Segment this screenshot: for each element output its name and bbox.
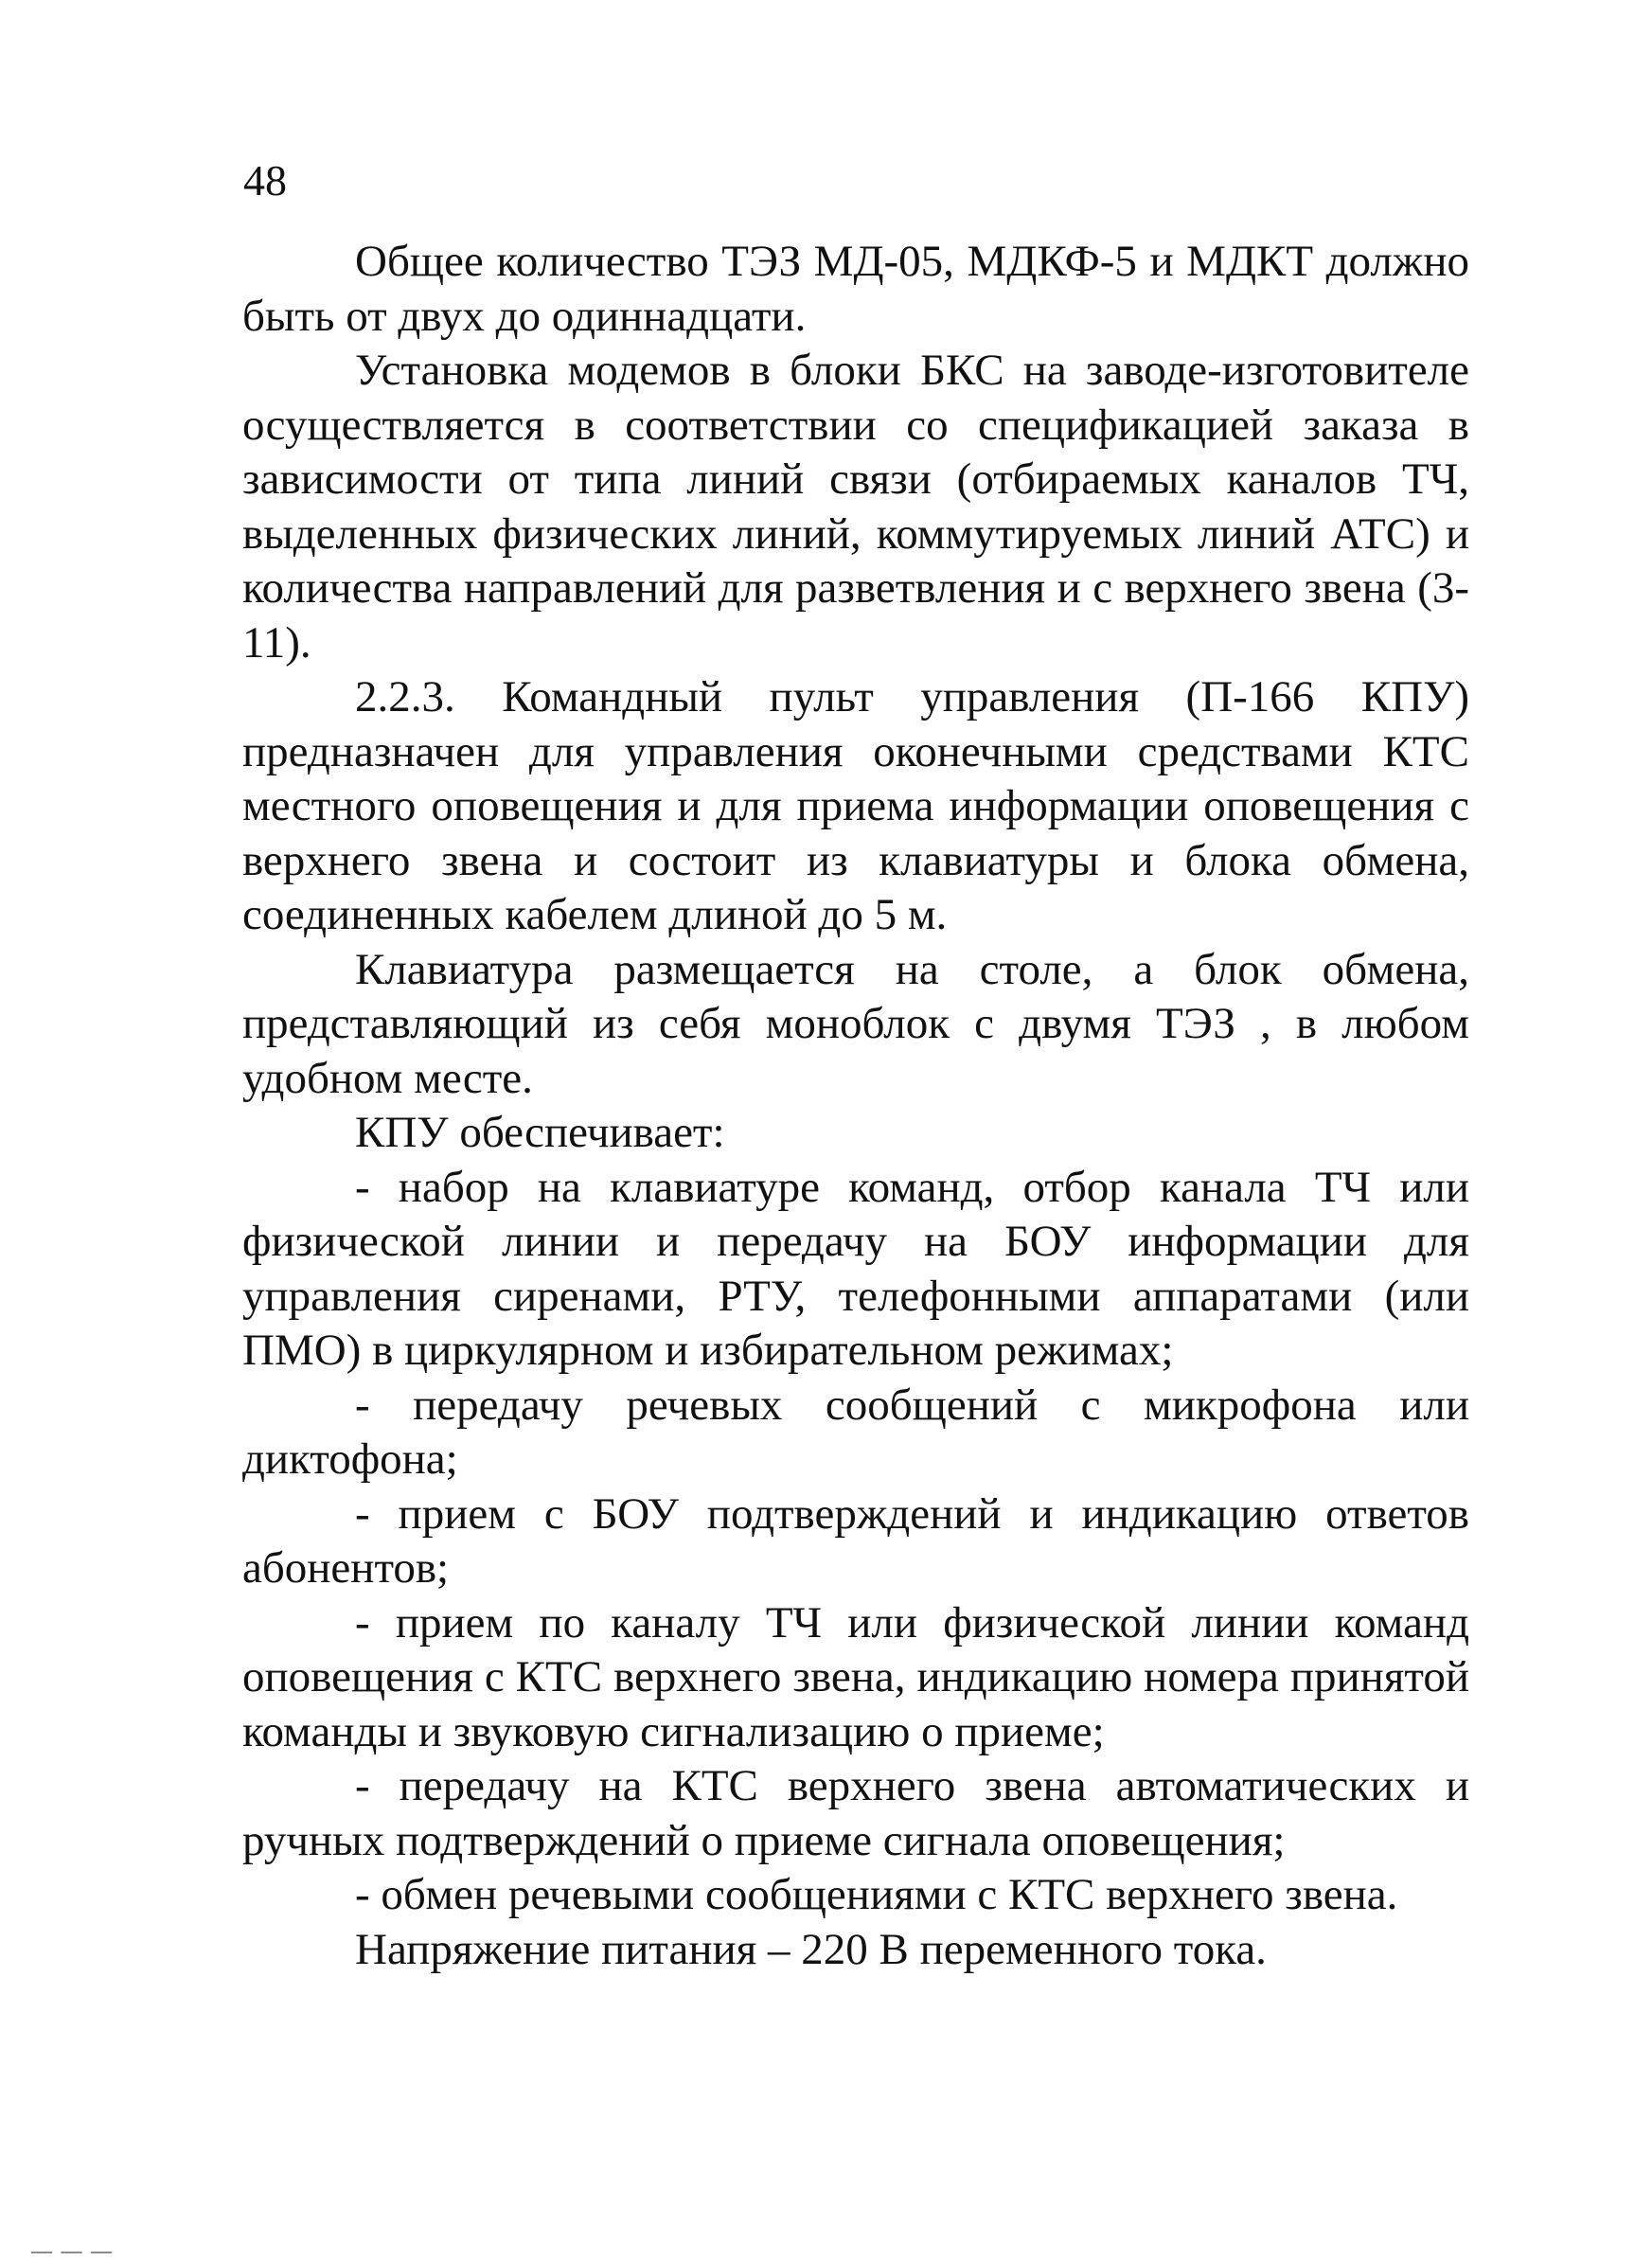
paragraph-power-supply: Напряжение питания – 220 В переменного тока. (355, 1924, 1267, 1974)
list-item-command-reception: - прием по каналу ТЧ или физической линии команд оповещения с КТС верхнего звена, индикацию номера принятой команды и звуковую сигнализацию о приеме; (242, 1597, 1469, 1756)
list-item-voice-transmission: - передачу речевых сообщений с микрофона или диктофона; (242, 1380, 1469, 1484)
footer-marks: — — — (31, 2238, 114, 2262)
list-item-voice-exchange: - обмен речевыми сообщениями с КТС верхнего звена. (355, 1870, 1398, 1919)
list-item-confirmation-reception: - прием с БОУ подтверждений и индикацию ответов абонентов; (242, 1488, 1469, 1593)
paragraph-keyboard-placement: Клавиатура размещается на столе, а блок обмена, представляющий из себя моноблок с двумя ТЭЗ , в любом удобном месте. (242, 944, 1469, 1103)
list-item-command-dialing: - набор на клавиатуре команд, отбор канала ТЧ или физической линии и передачу на БОУ информации для управления сиренами, РТУ, телефонными аппаратами (или ПМО) в циркулярном и избирательном режимах; (242, 1162, 1469, 1375)
paragraph-tez-count: Общее количество ТЭЗ МД-05, МДКФ-5 и МДКТ должно быть от двух до одиннадцати. (242, 237, 1469, 341)
document-body (242, 235, 1469, 1977)
page-number: 48 (243, 156, 287, 205)
paragraph-modem-installation: Установка модемов в блоки БКС на заводе-изготовителе осуществляется в соответствии со спецификацией заказа в зависимости от типа линий связи (отбираемых каналов ТЧ, выделенных физических линий, коммутируемых линий АТС) и количества направлений для разветвления и с верхнего звена (3-11). (242, 346, 1469, 668)
paragraph-command-console: 2.2.3. Командный пульт управления (П-166 КПУ) предназначен для управления оконечными средствами КТС местного оповещения и для приема информации оповещения с верхнего звена и состоит из клавиатуры и блока обмена, соединенных кабелем длиной до 5 м. (242, 672, 1469, 939)
paragraph-kpu-provides: КПУ обеспечивает: (355, 1108, 725, 1157)
list-item-acknowledgement-transmission: - передачу на КТС верхнего звена автоматических и ручных подтверждений о приеме сигнала оповещения; (242, 1761, 1469, 1865)
